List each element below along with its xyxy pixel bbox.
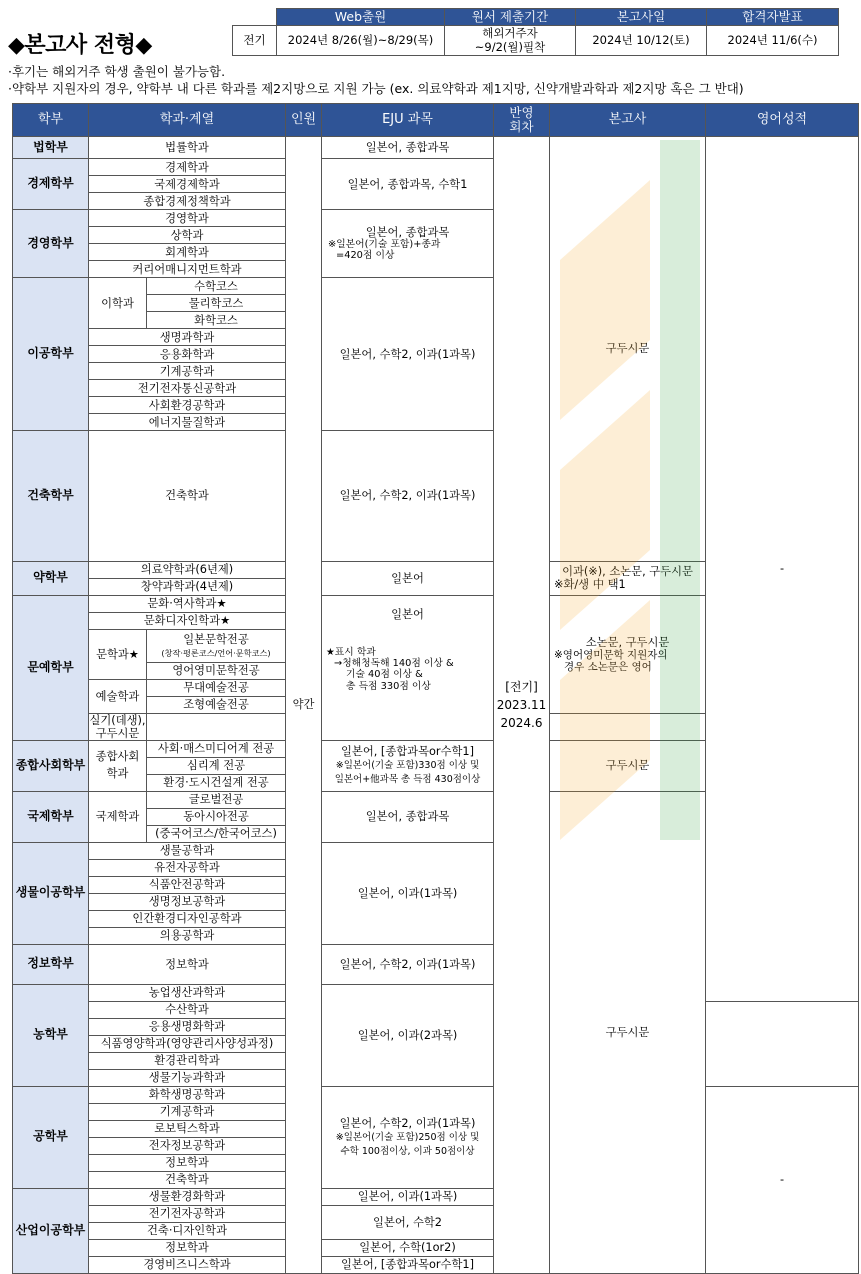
faculty-cell: 경제학부	[13, 159, 89, 210]
subgroup-cell: 이학과	[89, 278, 147, 329]
eju-cell: 일본어, 수학2	[322, 1205, 494, 1239]
eju-cell: 일본어, 종합과목, 수학1	[322, 159, 494, 210]
dept-cell: 커리어매니지먼트학과	[89, 261, 286, 278]
dept-cell: 의료약학과(6년제)	[89, 561, 286, 578]
subgroup-cell: 국제학과	[89, 791, 147, 842]
schedule-label: 전기	[233, 26, 277, 56]
dept-cell: 물리학코스	[147, 295, 286, 312]
dept-cell: 수산학과	[89, 1001, 286, 1018]
schedule-web: 2024년 8/26(월)~8/29(목)	[277, 26, 445, 56]
eju-cell: 일본어, 수학2, 이과(1과목)	[322, 278, 494, 431]
faculty-cell: 약학부	[13, 561, 89, 595]
dept-cell: 건축·디자인학과	[89, 1222, 286, 1239]
exam-cell: 구두시문	[550, 791, 706, 1273]
dept-cell: 기계공학과	[89, 1103, 286, 1120]
english-cell: -	[706, 137, 859, 1002]
schedule-result: 2024년 11/6(수)	[707, 26, 839, 56]
exam-cell: 구두시문	[550, 137, 706, 562]
schedule-header-web: Web출원	[277, 9, 445, 26]
dept-cell: 생명과학과	[89, 329, 286, 346]
dept-cell: 회계학과	[89, 244, 286, 261]
eju-cell: 일본어, 이과(1과목)	[322, 1188, 494, 1205]
dept-cell: 일본문학전공 (창작·평론코스/언어·문학코스)	[147, 629, 286, 662]
dept-cell: 화학코스	[147, 312, 286, 329]
dept-cell: 동아시아전공	[147, 808, 286, 825]
eju-cell: 일본어, 수학(1or2)	[322, 1239, 494, 1256]
quota-cell: 약간	[286, 137, 322, 1274]
dept-cell: 무대예술전공	[147, 679, 286, 696]
eju-cell: 일본어, 이과(2과목)	[322, 984, 494, 1086]
reflect-cell: [전기] 2023.11 2024.6	[494, 137, 550, 1274]
header-quota: 인원	[286, 104, 322, 137]
dept-cell: 창약과학과(4년제)	[89, 578, 286, 595]
schedule-submit	[445, 26, 576, 56]
schedule-header-submit: 원서 제출기간	[445, 9, 576, 26]
dept-cell: 수학코스	[147, 278, 286, 295]
eju-cell: 일본어, 수학2, 이과(1과목)	[322, 944, 494, 984]
dept-cell: 경영학과	[89, 210, 286, 227]
eju-cell: 일본어	[322, 561, 494, 595]
dept-cell: 인간환경디자인공학과	[89, 910, 286, 927]
dept-cell: 정보학과	[89, 1239, 286, 1256]
admission-table	[12, 103, 859, 1274]
faculty-cell: 이공학부	[13, 278, 89, 431]
dept-cell: 에너지물질학과	[89, 414, 286, 431]
dept-cell: 환경관리학과	[89, 1052, 286, 1069]
faculty-cell: 문예학부	[13, 595, 89, 740]
subgroup-cell: 예술학과	[89, 679, 147, 713]
dept-cell: 생물기능과학과	[89, 1069, 286, 1086]
page-title: ◆본고사 전형◆	[8, 33, 152, 58]
subgroup-cell: 종합사회 학과	[89, 740, 147, 791]
dept-cell: 농업생산과학과	[89, 984, 286, 1001]
eju-cell: 일본어, 종합과목	[322, 137, 494, 159]
dept-cell: 기계공학과	[89, 363, 286, 380]
dept-cell: 상학과	[89, 227, 286, 244]
header-reflect: 반영 회차	[494, 104, 550, 137]
faculty-cell: 정보학부	[13, 944, 89, 984]
eju-cell: 일본어, 수학2, 이과(1과목)	[322, 431, 494, 562]
dept-cell: 경영비즈니스학과	[89, 1256, 286, 1273]
eju-cell: 일본어, 종합과목 ※일본어(기술 포함)+종과 =420점 이상	[322, 210, 494, 278]
eju-cell: 일본어, 종합과목	[322, 791, 494, 842]
schedule-submit-line1: 해외거주자	[482, 26, 538, 41]
dept-cell: 로보틱스학과	[89, 1120, 286, 1137]
schedule-exam: 2024년 10/12(토)	[576, 26, 707, 56]
notes	[8, 63, 744, 97]
faculty-cell: 생물이공학부	[13, 842, 89, 944]
eju-cell: 일본어, 수학2, 이과(1과목) ※일본어(기술 포함)250점 이상 및 수학 100점이상, 이과 50점이상	[322, 1086, 494, 1188]
dept-cell: 생물환경화학과	[89, 1188, 286, 1205]
english-cell: -	[706, 1086, 859, 1273]
header-faculty: 학부	[13, 104, 89, 137]
dept-cell: (중국어코스/한국어코스)	[147, 825, 286, 842]
faculty-cell: 경영학부	[13, 210, 89, 278]
schedule-submit-line2: ~9/2(월)필착	[474, 39, 546, 54]
dept-cell: 정보학과	[89, 944, 286, 984]
dept-cell: 유전자공학과	[89, 859, 286, 876]
faculty-cell: 건축학부	[13, 431, 89, 562]
header-eju: EJU 과목	[322, 104, 494, 137]
header-dept: 학과·계열	[89, 104, 286, 137]
dept-cell: 응용생명화학과	[89, 1018, 286, 1035]
faculty-cell: 법학부	[13, 137, 89, 159]
dept-cell: 식품영양학과(영양관리사양성과정)	[89, 1035, 286, 1052]
dept-cell: 전기전자공학과	[89, 1205, 286, 1222]
dept-cell: 식품안전공학과	[89, 876, 286, 893]
exam-cell: 이과(※), 소논문, 구두시문 ※화/생 中 택1	[550, 561, 706, 595]
dept-cell: 영어영미문학전공	[147, 662, 286, 679]
schedule-header-exam: 본고사일	[576, 9, 707, 26]
dept-cell: 국제경제학과	[89, 176, 286, 193]
faculty-cell: 국제학부	[13, 791, 89, 842]
note-line: ·약학부 지원자의 경우, 약학부 내 다른 학과를 제2지망으로 지원 가능 (ex. 의료약학과 제1지망, 신약개발과학과 제2지망 혹은 그 반대)	[8, 81, 744, 96]
faculty-cell: 종합사회학부	[13, 740, 89, 791]
header-english: 영어성적	[706, 104, 859, 137]
schedule-table	[232, 8, 839, 56]
exam-cell: 실기(데생), 구두시문	[89, 713, 146, 740]
eju-cell: 일본어, [종합과목or수학1] ※일본어(기술 포함)330점 이상 및 일본어+他과목 총 득점 430점이상	[322, 740, 494, 791]
dept-cell: 문화디자인학과★	[89, 612, 286, 629]
dept-cell: 의용공학과	[89, 927, 286, 944]
header-exam: 본고사	[550, 104, 706, 137]
dept-cell: 전자정보공학과	[89, 1137, 286, 1154]
dept-cell: 생물공학과	[89, 842, 286, 859]
dept-cell: 사회환경공학과	[89, 397, 286, 414]
faculty-cell: 농학부	[13, 984, 89, 1086]
dept-cell: 전기전자통신공학과	[89, 380, 286, 397]
note-line: ·후기는 해외거주 학생 출원이 불가능함.	[8, 64, 226, 79]
dept-cell: 정보학과	[89, 1154, 286, 1171]
dept-cell: 응용화학과	[89, 346, 286, 363]
dept-cell: 환경·도시건설계 전공	[147, 774, 286, 791]
dept-cell: 법률학과	[89, 137, 286, 159]
dept-cell: 글로벌전공	[147, 791, 286, 808]
schedule-corner	[233, 9, 277, 26]
dept-cell: 화학생명공학과	[89, 1086, 286, 1103]
eju-cell: 일본어 ★표시 학과 →청해청독해 140점 이상 & 기술 40점 이상 & 총 득점 330점 이상	[322, 595, 494, 740]
dept-cell: 건축학과	[89, 431, 286, 562]
dept-cell: 심리계 전공	[147, 757, 286, 774]
dept-cell: 사회·매스미디어계 전공	[147, 740, 286, 757]
faculty-cell: 공학부	[13, 1086, 89, 1188]
dept-cell: 문화·역사학과★	[89, 595, 286, 612]
dept-cell: 건축학과	[89, 1171, 286, 1188]
exam-cell: 소논문, 구두시문 ※영어영미문학 지원자의 경우 소논문은 영어	[550, 595, 706, 713]
eju-cell: 일본어, [종합과목or수학1]	[322, 1256, 494, 1273]
eju-cell: 일본어, 이과(1과목)	[322, 842, 494, 944]
dept-cell: 경제학과	[89, 159, 286, 176]
schedule-header-result: 합격자발표	[707, 9, 839, 26]
faculty-cell: 산업이공학부	[13, 1188, 89, 1273]
subgroup-cell: 문학과★	[89, 629, 147, 679]
dept-cell: 조형예술전공	[147, 696, 286, 713]
dept-cell: 생명정보공학과	[89, 893, 286, 910]
dept-cell: 종합경제정책학과	[89, 193, 286, 210]
exam-cell: 구두시문	[550, 740, 706, 791]
